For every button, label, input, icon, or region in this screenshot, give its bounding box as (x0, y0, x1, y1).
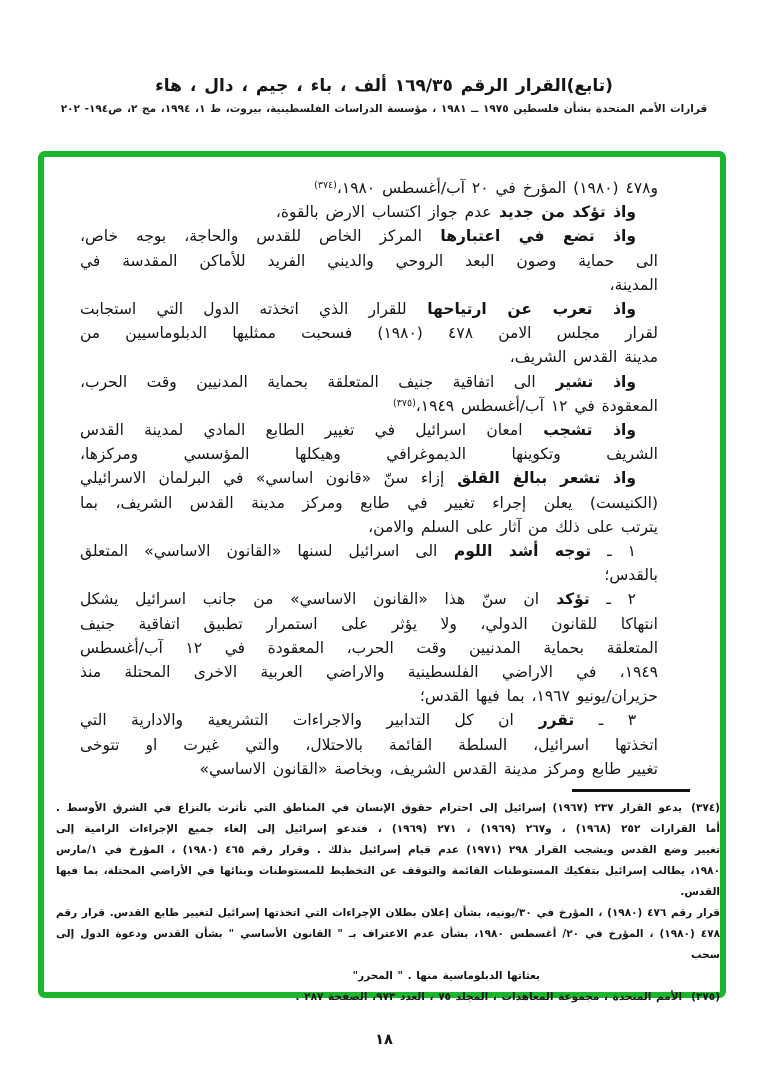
body-text-bold-segment: توجه أشد اللوم (437, 542, 592, 561)
body-text-segment: امعان اسرائيل في تغيير الطابع المادي لمدينة القدس (80, 421, 523, 440)
body-line (80, 297, 658, 321)
body-line (80, 176, 658, 200)
body-text-segment: ان سنّ هذا «القانون الاساسي» من جانب اسرائيل يشكل (80, 590, 540, 609)
body-text-segment: اتخذتها اسرائيل، السلطة القائمة بالاحتلال، والتي غيرت او تتوخى (80, 735, 658, 754)
page-header (0, 76, 768, 115)
body-line (80, 733, 658, 757)
body-text-segment: ١ ـ (591, 542, 636, 561)
footnote-text: قرار رقم ٤٧٦ (١٩٨٠) ، المؤرخ في ٣٠/يونيه، بشأن إعلان بطلان الإجراءات التي اتخذتها إسرائيل لتغيير طابع القدس. قرار رقم (56, 907, 720, 919)
body-text-segment: ٢ ـ (589, 590, 636, 609)
body-line (80, 442, 658, 466)
body-text-segment: ١٩٤٩، في الاراضي الفلسطينية والاراضي العربية الاخرى المحتلة منذ (80, 663, 658, 682)
body-line (80, 466, 658, 490)
footnote-line (56, 798, 720, 819)
body-line (80, 418, 658, 442)
body-text-bold-segment: واذ تؤكد من جديد (491, 203, 636, 222)
footnote (56, 987, 720, 1008)
body-line (80, 757, 658, 781)
body-line (80, 273, 658, 297)
body-line (80, 708, 658, 732)
footnote-text: أما القرارات ٢٥٢ (١٩٦٨) ، و٢٦٧ (١٩٦٩) ، ٢٧١ (١٩٦٩) ، فتدعو إسرائيل إلى إلغاء جميع الإجراءات الرامية إلى (56, 823, 720, 835)
footnotes (56, 798, 720, 1008)
footnote-text: يدعو القرار ٢٣٧ (١٩٦٧) إسرائيل إلى احترام حقوق الإنسان في المناطق التي تأثرت بالنزاع في الشرق الأوسط . (56, 802, 683, 814)
body-line (80, 612, 658, 636)
highlight-box (38, 151, 726, 1003)
body-text-segment: الى اتفاقية جنيف المتعلقة بحماية المدنيين وقت الحرب، (80, 372, 536, 391)
body-text-segment: انتهاكا للقانون الدولي، ولا يؤثر على استمرار تطبيق اتفاقية جنيف (80, 614, 658, 633)
body-line (80, 563, 658, 587)
footnote-line (56, 987, 720, 1008)
body-text-segment: الشريف وتكوينها الديموغرافي وهيكلها المؤسسي ومركزها، (80, 445, 658, 464)
body-text-segment: حزيران/يونيو ١٩٦٧، بما فيها القدس؛ (419, 687, 658, 706)
body-text-segment: المركز الخاص للقدس والحاجة، بوجه خاص، (80, 227, 422, 246)
page-number: ١٨ (375, 1032, 393, 1048)
footnote-text: الأمم المتحدة ، مجموعة المعاهدات ، المجلد ٧٥ ، العدد ٩٧٣، الصفحة ٢٨٧ . (295, 991, 683, 1003)
body-text-segment: ٣ ـ (574, 711, 637, 730)
body-text-segment: يترتب على ذلك من آثار على السلم والامن، (368, 517, 658, 536)
body-text-bold-segment: واذ تشير (535, 372, 636, 391)
body-text-bold-segment: واذ تشعر ببالغ القلق (444, 469, 637, 488)
body-line (80, 345, 658, 369)
body-text-segment: (الكنيست) يعلن إجراء تغيير في طابع ومركز مدينة القدس الشريف، بما (80, 493, 658, 512)
footnote-reference: (٣٧٥) (393, 397, 416, 409)
body-line (80, 636, 658, 660)
body-line (80, 660, 658, 684)
body-line (80, 539, 658, 563)
footnote-text: ٤٧٨ (١٩٨٠) ، المؤرخ في ٢٠/ أغسطس ١٩٨٠، بشأن عدم الاعتراف بـ " القانون الأساسي " بشأن القدس ودعوة الدول إلى سحب (56, 928, 721, 961)
footnote-text: بعثاتها الدبلوماسية منها . " المحرر" (352, 970, 540, 982)
footnote-separator (572, 789, 690, 792)
body-text-segment: و٤٧٨ (١٩٨٠) المؤرخ في ٢٠ آب/أغسطس ١٩٨٠، (336, 179, 658, 197)
footnote-line (56, 861, 720, 903)
body-text-bold-segment: تقرر (513, 711, 575, 730)
body-line (80, 394, 658, 418)
body-text-bold-segment: واذ تضع في اعتبارها (421, 227, 636, 246)
body-text-segment: للقرار الذي اتخذته الدول التي استجابت (80, 300, 407, 319)
body-line (80, 515, 658, 539)
footnote-reference: (٣٧٤) (314, 180, 337, 191)
body-line (80, 200, 658, 224)
footnote-line (56, 966, 720, 987)
body-line (80, 370, 658, 394)
page-title: (تابع)القرار الرقم ١٦٩/٣٥ ألف ، باء ، جيم ، دال ، هاء (155, 76, 613, 96)
body-line (80, 249, 658, 273)
footnote-line (56, 924, 720, 966)
footnote-text: تغيير وضع القدس ويشجب القرار ٢٩٨ (١٩٧١) عدم قيام إسرائيل بذلك . وقرار رقم ٤٦٥ (١٩٨٠) ، المؤرخ في ١/مارس (56, 844, 720, 856)
body-line (80, 684, 658, 708)
body-text-bold-segment: واذ تشجب (522, 421, 636, 440)
footnote-label: (٣٧٥) (691, 991, 720, 1003)
body-text-segment: الى اسرائيل لسنها «القانون الاساسي» المتعلق (80, 542, 438, 561)
body-text-segment: المتعلقة بحماية المدنيين وقت الحرب، المعقودة في ١٢ آب/أغسطس (80, 638, 658, 657)
body-text-segment: لقرار مجلس الامن ٤٧٨ (١٩٨٠) فسحبت ممثليها الدبلوماسيين من (80, 324, 658, 343)
body-text (80, 176, 658, 781)
body-text-segment: بالقدس؛ (604, 566, 658, 585)
body-text-segment: ان كل التدابير والاجراءات التشريعية والادارية التي (80, 711, 514, 730)
footnote-line (56, 819, 720, 840)
body-line (80, 587, 658, 611)
footnote-label: (٣٧٤) (691, 802, 720, 814)
source-citation: قرارات الأمم المتحدة بشأن فلسطين ١٩٧٥ ــ ١٩٨١ ، مؤسسة الدراسات الفلسطينية، بيروت، ط ١، ١٩٩٤، مج ٢، ص١٩٤- ٢٠٢ (60, 103, 708, 115)
body-text-segment: عدم جواز اكتساب الارض بالقوة، (275, 203, 492, 222)
footnote-line (56, 840, 720, 861)
body-text-segment: إزاء سنّ «قانون اساسي» في البرلمان الاسرائيلي (80, 469, 445, 488)
body-text-bold-segment: واذ تعرب عن ارتياحها (406, 300, 636, 319)
body-text-segment: مدينة القدس الشريف، (509, 348, 658, 367)
body-text-segment: تغيير طابع ومركز مدينة القدس الشريف، وبخاصة «القانون الاساسي» (199, 759, 658, 778)
body-text-segment: المدينة، (609, 275, 658, 294)
footnote (56, 798, 720, 987)
body-line (80, 224, 658, 248)
footnote-text: ١٩٨٠، يطالب إسرائيل بتفكيك المستوطنات القائمة والتوقف عن التخطيط للمستوطنات وبنائها في الأراضي المحتلة، بما فيها القدس. (56, 865, 720, 898)
body-text-segment: المعقودة في ١٢ آب/أغسطس ١٩٤٩، (415, 396, 658, 415)
body-line (80, 321, 658, 345)
body-line (80, 491, 658, 515)
body-text-bold-segment: تؤكد (539, 590, 590, 609)
body-text-segment: الى حماية وصون البعد الروحي والديني الفريد للأماكن المقدسة في (80, 251, 658, 270)
footnote-line (56, 903, 720, 924)
